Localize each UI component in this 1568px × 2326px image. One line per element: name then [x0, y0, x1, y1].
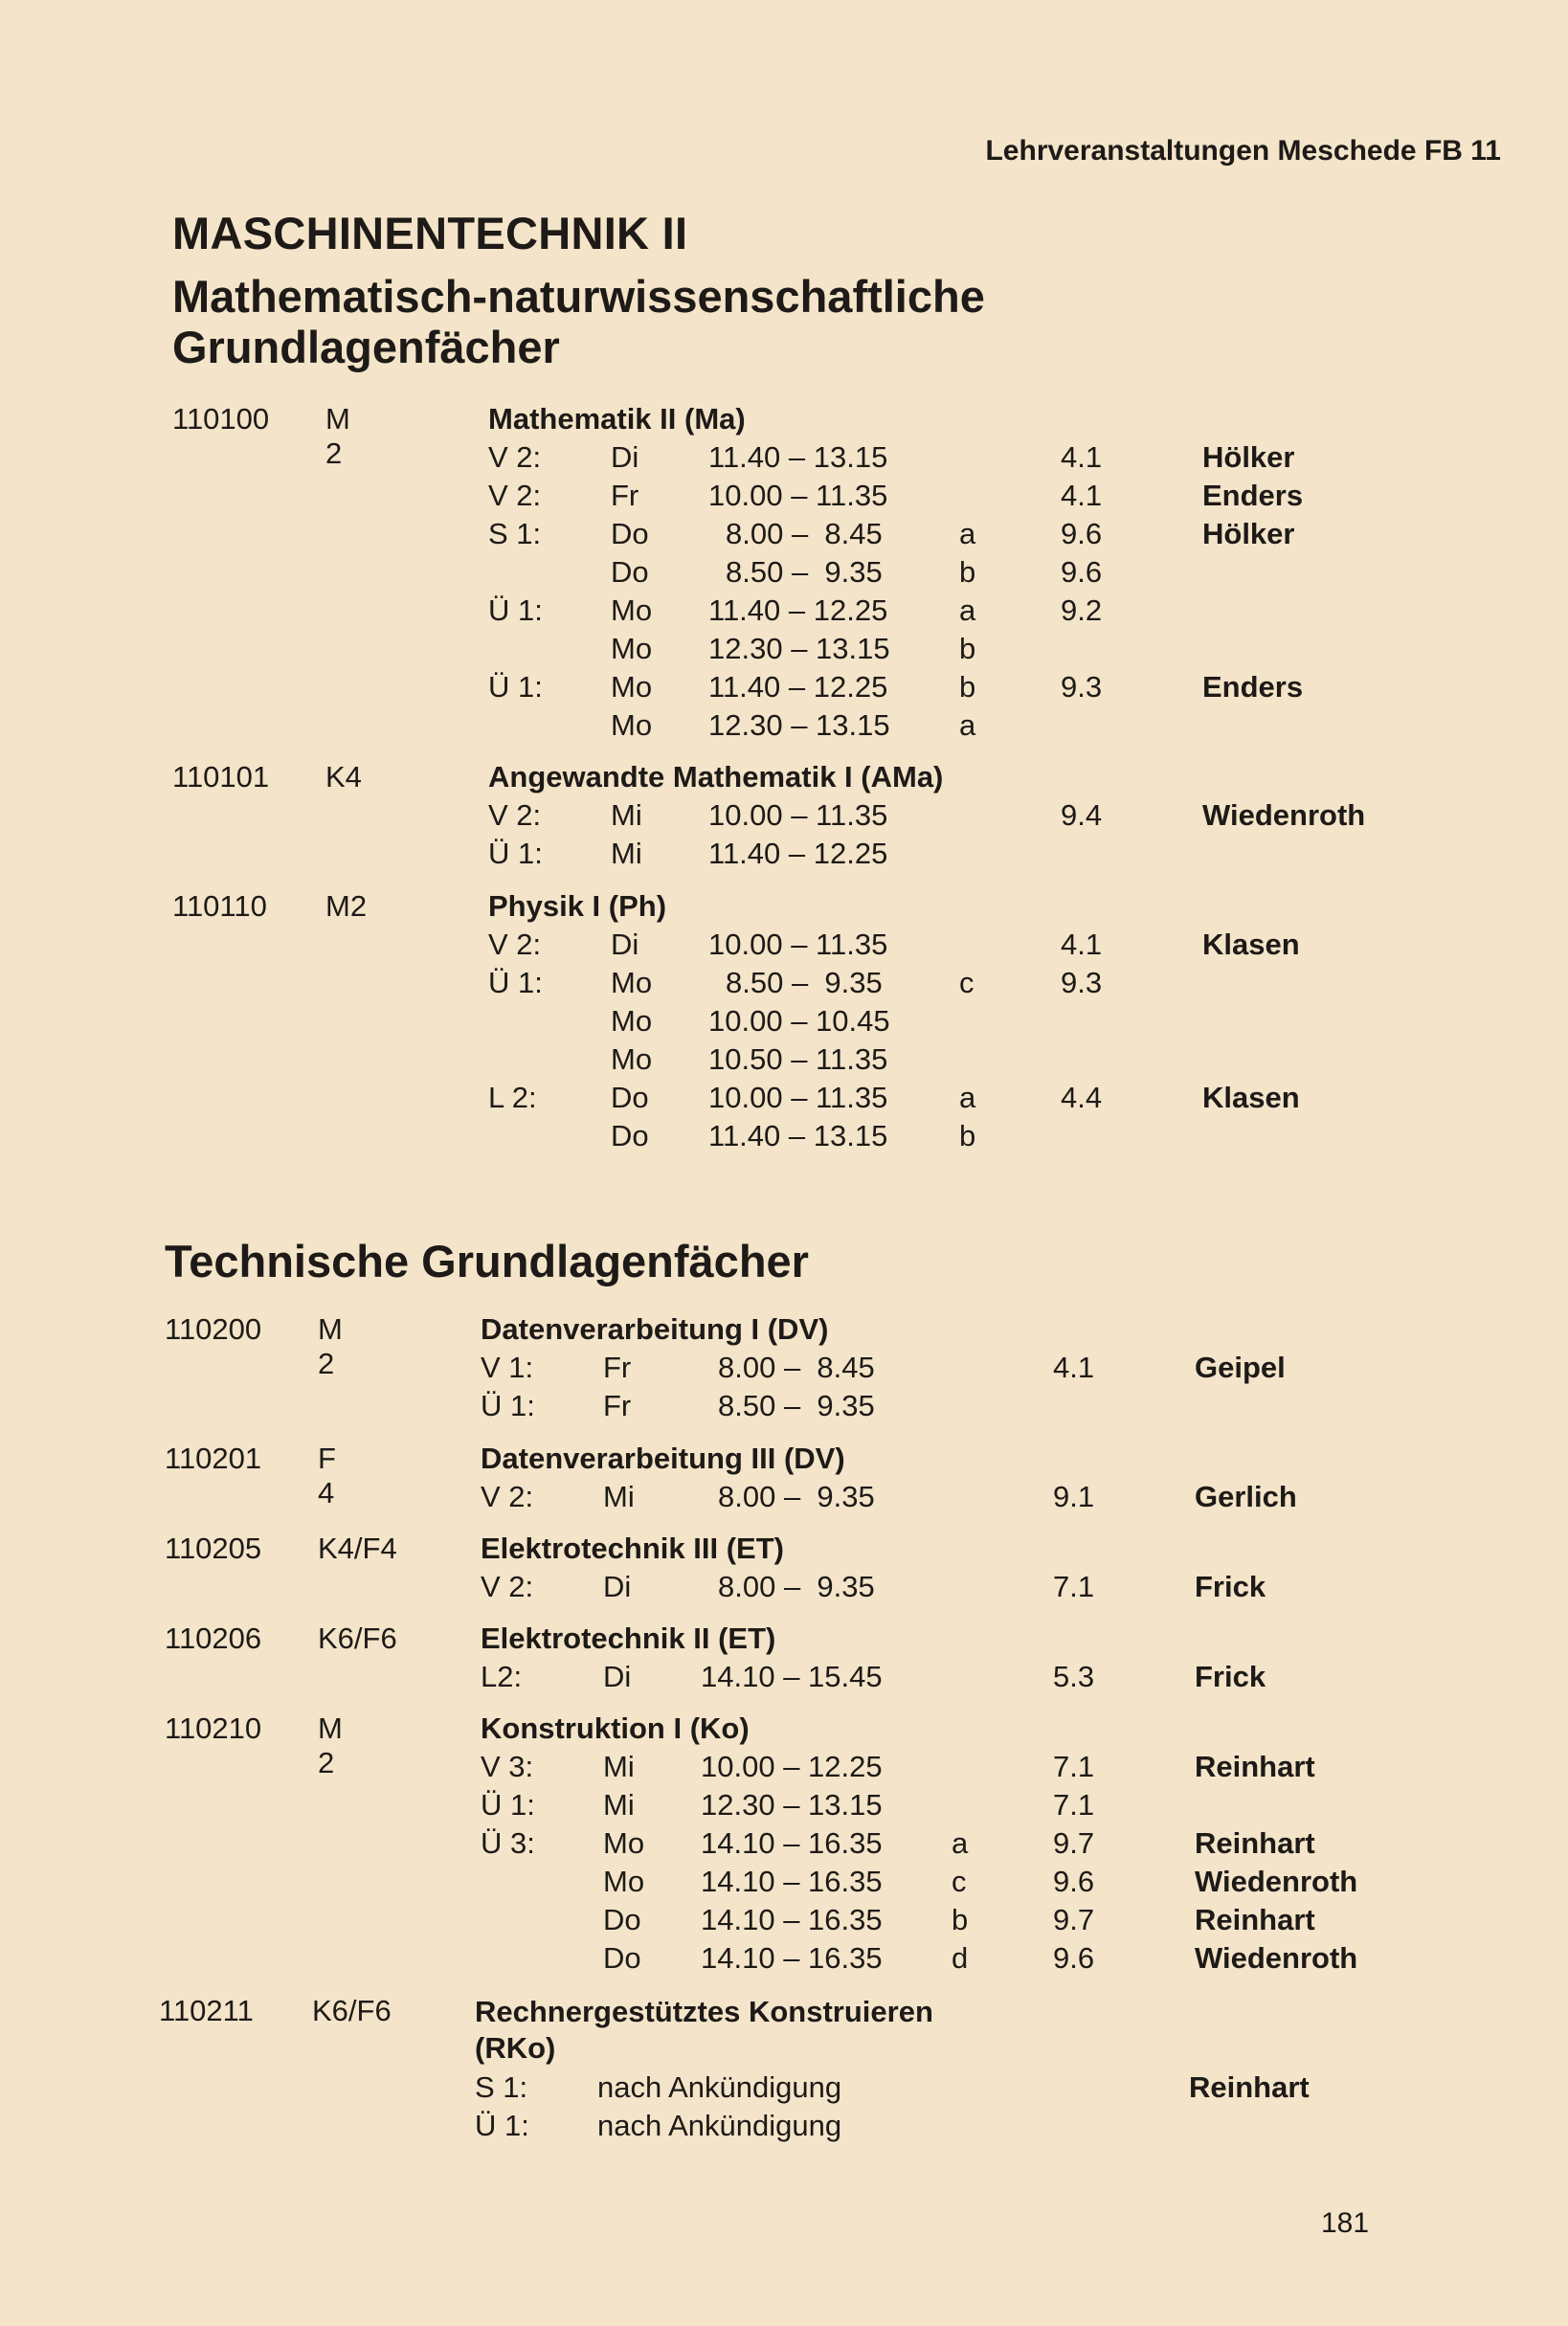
session-type: L 2: [488, 1081, 537, 1114]
session-type: Ü 1: [488, 593, 543, 627]
session-lecturer: Klasen [1202, 928, 1300, 961]
session-time: 10.00 – 11.35 [708, 1081, 888, 1114]
session-section: d [952, 1941, 969, 1975]
session-day: Do [603, 1903, 641, 1936]
session-row [488, 1042, 1445, 1081]
session-day: Di [611, 440, 639, 474]
session-row [481, 1826, 1438, 1865]
section-heading-science: Mathematisch-naturwissenschaftliche Grundlagenfächer [172, 271, 985, 372]
session-row [488, 517, 1445, 555]
session-time: 10.50 – 11.35 [708, 1042, 888, 1076]
page-title: MASCHINENTECHNIK II [172, 208, 688, 258]
session-type: Ü 1: [488, 670, 543, 704]
course-group: M 2 [318, 1312, 343, 1380]
course-group: F 4 [318, 1442, 336, 1510]
session-day: Mo [611, 708, 653, 742]
course-name: Mathematik II (Ma) [488, 402, 746, 436]
session-day: Mo [611, 593, 653, 627]
session-row [488, 1004, 1445, 1042]
session-lecturer: Enders [1202, 479, 1304, 512]
course-number: 110100 [172, 402, 270, 436]
session-room: 4.4 [1061, 1081, 1103, 1114]
session-lecturer: Frick [1195, 1660, 1266, 1693]
session-section: c [959, 966, 974, 999]
session-day: Do [603, 1941, 641, 1975]
session-lecturer: Reinhart [1195, 1903, 1315, 1936]
session-time: 12.30 – 13.15 [708, 708, 890, 742]
session-day: Fr [611, 479, 639, 512]
session-day: Do [611, 1081, 649, 1114]
course-number: 110201 [165, 1442, 262, 1475]
session-row [481, 1351, 1438, 1389]
session-lecturer: Gerlich [1195, 1480, 1297, 1513]
session-time: 8.00 – 8.45 [726, 517, 883, 550]
session-row [481, 1865, 1438, 1903]
page-number: 181 [1321, 2207, 1370, 2239]
session-day: Mi [603, 1480, 635, 1513]
session-room: 9.7 [1053, 1826, 1095, 1860]
session-room: 7.1 [1053, 1570, 1095, 1603]
session-lecturer: Hölker [1202, 517, 1295, 550]
session-type: V 1: [481, 1351, 534, 1384]
course-name: Elektrotechnik III (ET) [481, 1532, 784, 1565]
session-room: 4.1 [1053, 1351, 1095, 1384]
course-number: 110200 [165, 1312, 262, 1346]
session-section: b [952, 1903, 969, 1936]
course-name: Physik I (Ph) [488, 889, 667, 923]
session-time: 8.00 – 8.45 [718, 1351, 875, 1384]
running-header: Lehrveranstaltungen Meschede FB 11 [985, 135, 1501, 167]
session-row [481, 1941, 1438, 1979]
session-lecturer: Klasen [1202, 1081, 1300, 1114]
course-number: 110210 [165, 1711, 262, 1745]
session-day: Mi [611, 798, 642, 832]
session-room: 5.3 [1053, 1660, 1095, 1693]
session-type: S 1: [475, 2070, 528, 2104]
session-lecturer: Reinhart [1195, 1826, 1315, 1860]
session-row [488, 1119, 1445, 1157]
session-section: a [959, 1081, 976, 1114]
session-day: Di [611, 928, 639, 961]
course-number: 110205 [165, 1532, 262, 1565]
course-group: K4/F4 [318, 1532, 397, 1565]
session-day: Mo [611, 670, 653, 704]
session-section: b [959, 632, 976, 665]
session-type: Ü 3: [481, 1826, 535, 1860]
session-time: 8.50 – 9.35 [726, 555, 883, 589]
session-time: 11.40 – 12.25 [708, 593, 888, 627]
session-room: 9.6 [1053, 1865, 1095, 1898]
session-day: Do [611, 1119, 649, 1152]
course-name: Elektrotechnik II (ET) [481, 1621, 776, 1655]
session-type: L2: [481, 1660, 523, 1693]
session-row [481, 1903, 1438, 1941]
course-number: 110211 [159, 1994, 254, 2027]
session-row [488, 670, 1445, 708]
session-lecturer: Reinhart [1189, 2070, 1310, 2104]
session-time: 10.00 – 10.45 [708, 1004, 890, 1038]
session-type: V 3: [481, 1750, 534, 1783]
session-section: b [959, 1119, 976, 1152]
session-day: Mi [603, 1750, 635, 1783]
course-group: K6/F6 [312, 1994, 392, 2027]
course-group: K4 [325, 760, 362, 794]
session-row [488, 1081, 1445, 1119]
session-row [481, 1660, 1438, 1698]
session-type: V 2: [488, 928, 542, 961]
session-type: Ü 1: [488, 966, 543, 999]
session-time: 8.00 – 9.35 [718, 1480, 875, 1513]
course-group: K6/F6 [318, 1621, 397, 1655]
session-room: 9.6 [1053, 1941, 1095, 1975]
session-time: 8.50 – 9.35 [726, 966, 883, 999]
session-room: 7.1 [1053, 1788, 1095, 1822]
session-time: 11.40 – 13.15 [708, 1119, 888, 1152]
course-number: 110206 [165, 1621, 262, 1655]
session-row [488, 966, 1445, 1004]
session-day: Mo [603, 1865, 645, 1898]
session-day: Do [611, 555, 649, 589]
session-time: 14.10 – 16.35 [701, 1826, 883, 1860]
session-day: Mo [611, 1004, 653, 1038]
session-lecturer: Hölker [1202, 440, 1295, 474]
course-group: M 2 [318, 1711, 343, 1779]
session-room: 7.1 [1053, 1750, 1095, 1783]
session-type: V 2: [488, 440, 542, 474]
session-time: 11.40 – 13.15 [708, 440, 888, 474]
course-name: Angewandte Mathematik I (AMa) [488, 760, 944, 794]
session-row [481, 1570, 1438, 1608]
session-day: Mo [603, 1826, 645, 1860]
session-row [488, 440, 1445, 479]
session-time: 12.30 – 13.15 [708, 632, 890, 665]
session-day: Di [603, 1660, 632, 1693]
session-row [488, 555, 1445, 593]
session-day: Fr [603, 1389, 632, 1422]
session-room: 9.4 [1061, 798, 1103, 832]
session-type: V 2: [481, 1480, 534, 1513]
session-time: 11.40 – 12.25 [708, 837, 888, 870]
session-lecturer: Reinhart [1195, 1750, 1315, 1783]
session-row [488, 708, 1445, 747]
session-row [488, 632, 1445, 670]
session-row [488, 837, 1445, 875]
session-room: 9.2 [1061, 593, 1103, 627]
session-room: 9.3 [1061, 670, 1103, 704]
session-day: Mo [611, 632, 653, 665]
session-note: nach Ankündigung [597, 2070, 842, 2104]
session-lecturer: Wiedenroth [1195, 1865, 1358, 1898]
session-section: b [959, 670, 976, 704]
session-room: 9.1 [1053, 1480, 1095, 1513]
session-time: 8.00 – 9.35 [718, 1570, 875, 1603]
course-name: Konstruktion I (Ko) [481, 1711, 750, 1745]
session-day: Di [603, 1570, 632, 1603]
session-row [481, 1788, 1438, 1826]
session-type: Ü 1: [488, 837, 543, 870]
session-type: S 1: [488, 517, 542, 550]
session-type: Ü 1: [481, 1788, 535, 1822]
session-room: 9.3 [1061, 966, 1103, 999]
session-row [488, 479, 1445, 517]
session-day: Do [611, 517, 649, 550]
session-time: 14.10 – 16.35 [701, 1865, 883, 1898]
session-time: 14.10 – 15.45 [701, 1660, 883, 1693]
session-row [481, 1480, 1438, 1518]
session-row [488, 928, 1445, 966]
session-row [488, 593, 1445, 632]
session-section: a [959, 593, 976, 627]
course-group: M2 [325, 889, 368, 923]
session-row [481, 1389, 1438, 1427]
session-lecturer: Wiedenroth [1195, 1941, 1358, 1975]
session-time: 10.00 – 12.25 [701, 1750, 883, 1783]
session-room: 4.1 [1061, 440, 1103, 474]
session-room: 4.1 [1061, 928, 1103, 961]
session-time: 10.00 – 11.35 [708, 479, 888, 512]
session-row [475, 2109, 1432, 2147]
course-name: Datenverarbeitung III (DV) [481, 1442, 845, 1475]
session-section: a [959, 708, 976, 742]
session-room: 4.1 [1061, 479, 1103, 512]
session-section: c [952, 1865, 967, 1898]
session-type: V 2: [488, 798, 542, 832]
session-time: 10.00 – 11.35 [708, 928, 888, 961]
session-day: Mi [603, 1788, 635, 1822]
course-group: M 2 [325, 402, 350, 470]
course-name: Datenverarbeitung I (DV) [481, 1312, 829, 1346]
session-day: Fr [603, 1351, 632, 1384]
session-time: 10.00 – 11.35 [708, 798, 888, 832]
session-room: 9.6 [1061, 555, 1103, 589]
session-lecturer: Wiedenroth [1202, 798, 1366, 832]
session-lecturer: Enders [1202, 670, 1304, 704]
session-row [488, 798, 1445, 837]
course-number: 110101 [172, 760, 270, 794]
session-lecturer: Geipel [1195, 1351, 1286, 1384]
session-room: 9.7 [1053, 1903, 1095, 1936]
session-time: 14.10 – 16.35 [701, 1903, 883, 1936]
session-type: V 2: [481, 1570, 534, 1603]
session-type: Ü 1: [475, 2109, 529, 2142]
session-day: Mi [611, 837, 642, 870]
session-row [481, 1750, 1438, 1788]
session-section: a [952, 1826, 969, 1860]
session-time: 8.50 – 9.35 [718, 1389, 875, 1422]
session-section: a [959, 517, 976, 550]
session-lecturer: Frick [1195, 1570, 1266, 1603]
session-day: Mo [611, 1042, 653, 1076]
course-number: 110110 [172, 889, 267, 923]
session-type: Ü 1: [481, 1389, 535, 1422]
session-section: b [959, 555, 976, 589]
session-time: 14.10 – 16.35 [701, 1941, 883, 1975]
session-room: 9.6 [1061, 517, 1103, 550]
session-type: V 2: [488, 479, 542, 512]
section-heading-technical: Technische Grundlagenfächer [165, 1236, 809, 1286]
session-row [475, 2070, 1432, 2109]
course-name: Rechnergestütztes Konstruieren (RKo) [475, 1995, 933, 2065]
session-day: Mo [611, 966, 653, 999]
session-note: nach Ankündigung [597, 2109, 842, 2142]
session-time: 11.40 – 12.25 [708, 670, 888, 704]
session-time: 12.30 – 13.15 [701, 1788, 883, 1822]
